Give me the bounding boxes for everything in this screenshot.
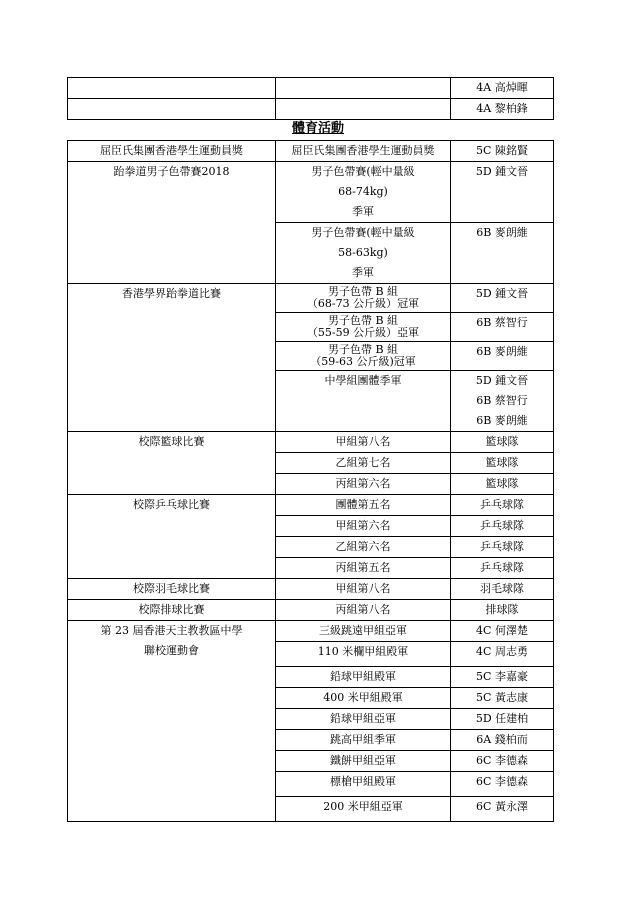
name-cell: 5D 鍾文晉 [451, 284, 554, 313]
name-cell: 4A 高焯暉 [451, 78, 554, 99]
award-cell: 200 米甲組亞軍 [276, 797, 451, 822]
award-line: 58-63kg) [338, 246, 388, 259]
name-cell: 羽毛球隊 [451, 579, 554, 600]
table-row [68, 99, 554, 120]
sports-awards-table [67, 140, 554, 822]
award-line: （55-59 公斤級）亞軍 [306, 326, 420, 339]
name-cell: 5D 任建柏 [451, 709, 554, 730]
name-cell: 5C 黃志康 [451, 688, 554, 709]
event-cell: 校際羽毛球比賽 [68, 579, 276, 600]
award-cell: 團體第五名 [276, 495, 451, 516]
name-cell: 乒乓球隊 [451, 516, 554, 537]
name-cell: 6C 黃永澤 [451, 797, 554, 822]
name-cell: 6C 李德森 [451, 751, 554, 772]
award-cell [276, 162, 451, 223]
award-cell: 鐵餅甲組亞軍 [276, 751, 451, 772]
name-cell: 乒乓球隊 [451, 495, 554, 516]
award-cell: 110 米欄甲組殿軍 [276, 642, 451, 667]
name-cell: 4C 何澤楚 [451, 621, 554, 642]
name-cell: 5C 李嘉豪 [451, 667, 554, 688]
award-cell: 丙組第六名 [276, 474, 451, 495]
table-row [68, 284, 554, 313]
event-cell [68, 621, 276, 822]
event-cell: 香港學界跆拳道比賽 [68, 284, 276, 432]
award-cell: 丙組第五名 [276, 558, 451, 579]
name-line: 6B 麥朗維 [476, 414, 528, 427]
table-row [68, 78, 554, 99]
name-cell: 5D 鍾文晉 [451, 162, 554, 223]
award-cell: 甲組第六名 [276, 516, 451, 537]
event-cell: 校際排球比賽 [68, 600, 276, 621]
event-cell: 校際乒乓球比賽 [68, 495, 276, 579]
award-cell: 跳高甲組季軍 [276, 730, 451, 751]
name-cell: 籃球隊 [451, 474, 554, 495]
award-cell: 鉛球甲組亞軍 [276, 709, 451, 730]
award-cell: 丙組第八名 [276, 600, 451, 621]
award-line: 男子色帶 B 組 [327, 343, 399, 356]
table-row [68, 600, 554, 621]
award-cell: 400 米甲組殿軍 [276, 688, 451, 709]
name-cell: 6B 麥朗維 [451, 223, 554, 284]
event-line: 聯校運動會 [144, 644, 199, 657]
name-cell: 5C 陳銘賢 [451, 141, 554, 162]
table-row [68, 162, 554, 223]
table-row [68, 621, 554, 642]
award-line: 男子色帶賽(輕中量級 [311, 165, 415, 178]
award-cell [276, 99, 451, 120]
name-cell: 籃球隊 [451, 453, 554, 474]
award-cell: 三級跳遠甲組亞軍 [276, 621, 451, 642]
event-cell: 屈臣氏集團香港學生運動員獎 [68, 141, 276, 162]
event-line: 第 23 屆香港天主教教區中學 [100, 624, 243, 637]
award-cell: 標槍甲組殿軍 [276, 772, 451, 797]
name-line: 5D 鍾文晉 [475, 374, 529, 387]
award-cell [276, 342, 451, 371]
table-row [68, 495, 554, 516]
name-cell: 4A 黎柏鋒 [451, 99, 554, 120]
event-cell [68, 99, 276, 120]
name-cell: 6C 李德森 [451, 772, 554, 797]
award-cell: 屈臣氏集團香港學生運動員獎 [276, 141, 451, 162]
award-line: 季軍 [352, 266, 374, 279]
name-cell: 4C 周志勇 [451, 642, 554, 667]
award-cell: 鉛球甲組殿軍 [276, 667, 451, 688]
table-row [68, 432, 554, 453]
award-cell: 中學組團體季軍 [276, 371, 451, 432]
event-cell: 校際籃球比賽 [68, 432, 276, 495]
table-row [68, 579, 554, 600]
award-cell [276, 78, 451, 99]
event-cell: 跆拳道男子色帶賽2018 [68, 162, 276, 284]
award-line: 68-74kg) [338, 185, 388, 198]
award-cell: 乙組第七名 [276, 453, 451, 474]
award-cell [276, 223, 451, 284]
award-cell [276, 313, 451, 342]
name-line: 6B 蔡智行 [476, 394, 528, 407]
name-cell: 6B 蔡智行 [451, 313, 554, 342]
award-line: 季軍 [352, 205, 374, 218]
award-cell: 甲組第八名 [276, 432, 451, 453]
award-line: （59-63 公斤級)冠軍 [310, 355, 416, 368]
award-cell [276, 284, 451, 313]
name-cell [451, 371, 554, 432]
award-cell: 甲組第八名 [276, 579, 451, 600]
name-cell: 排球隊 [451, 600, 554, 621]
event-cell [68, 78, 276, 99]
table-row [68, 141, 554, 162]
award-line: 男子色帶 B 組 [327, 314, 399, 327]
award-line: 男子色帶賽(輕中量級 [311, 226, 415, 239]
name-cell: 6B 麥朗維 [451, 342, 554, 371]
award-cell: 乙組第六名 [276, 537, 451, 558]
award-line: （68-73 公斤級）冠軍 [306, 297, 420, 310]
continued-table [67, 77, 554, 120]
name-cell: 乒乓球隊 [451, 558, 554, 579]
name-cell: 籃球隊 [451, 432, 554, 453]
section-title: 體育活動 [291, 121, 344, 136]
name-cell: 6A 錢柏而 [451, 730, 554, 751]
name-cell: 乒乓球隊 [451, 537, 554, 558]
award-line: 男子色帶 B 組 [327, 285, 399, 298]
